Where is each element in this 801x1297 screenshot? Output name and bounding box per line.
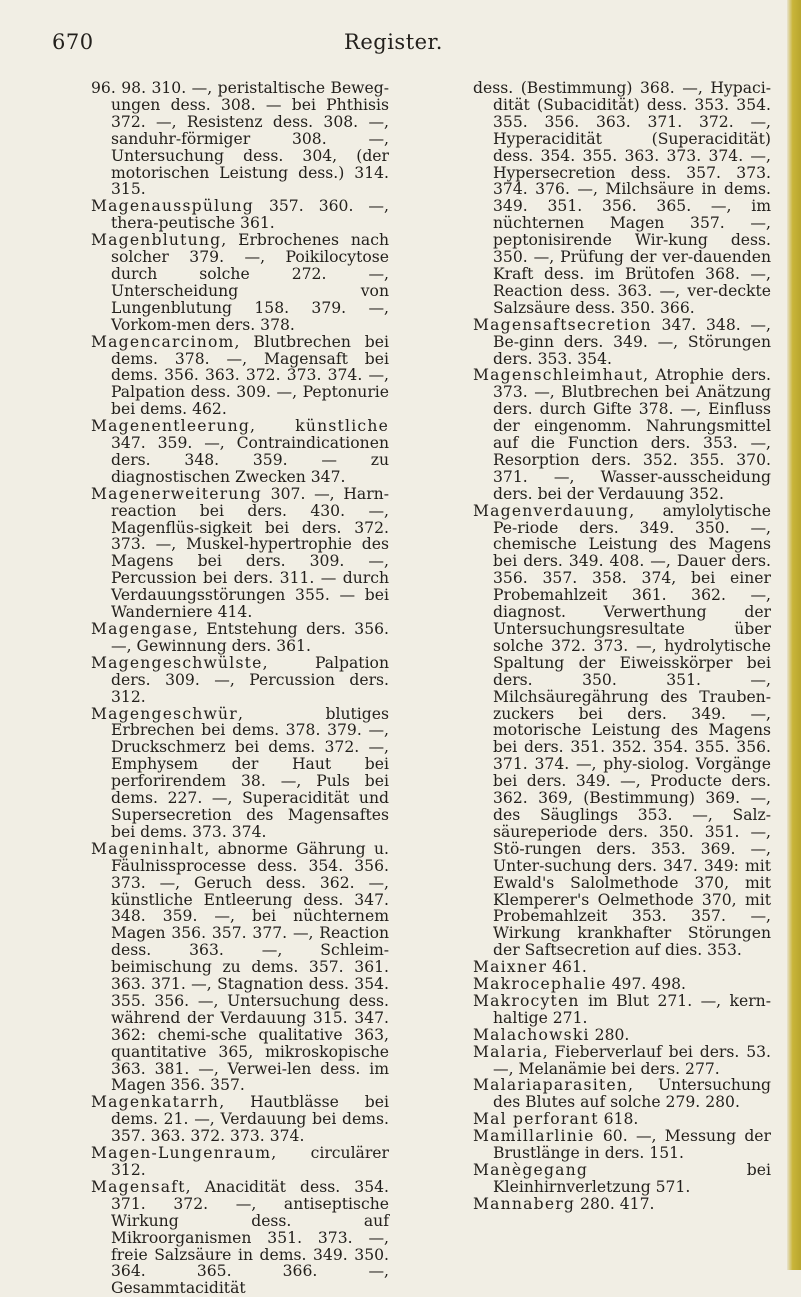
index-references: dess. (Bestimmung) 368. —, Hypaci-dität (Subacidität) dess. 353. 354. 355. 356. 363. 371. 372. —, Hyperacidität (Superacidität) dess. 354. 355. 363. 373. 374. —, Hypersecretion dess. 357. 373. 374. 376. —, Milchsäure in dems. 349. 351. 356. 365. —, im nüchternen Magen 357. —, peptonisirende Wir-kung dess. 350. —, Prüfung der ver-dauenden Kraft dess. im Brütofen 368. —, Reaction dess. 363. —, ver-deckte Salzsäure dess. 350. 366.: [473, 79, 771, 317]
index-references: 60. —, Messung der Brustlänge in ders. 151.: [493, 1127, 771, 1163]
index-entry: [473, 80, 771, 317]
index-entry: [473, 1027, 771, 1044]
index-keyword: Magenblutung: [91, 231, 222, 250]
index-keyword: Magensaft: [91, 1177, 186, 1196]
index-references: , blutiges Erbrechen bei dems. 378. 379. —, Druckschmerz bei dems. 372. —, Emphysem der Haut bei perforirendem 38. —, Puls bei dems. 227. —, Superacidität und Supersecretion des Magensaftes bei dems. 373. 374.: [111, 704, 389, 841]
running-title: Register.: [344, 30, 443, 54]
index-keyword: Magengeschwür: [91, 704, 238, 723]
index-references: , Erbrochenes nach solcher 379. —, Poikilocytose durch solche 272. —, Unterscheidung von Lungenblutung 158. 379. —, Vorkom-men ders. 378.: [111, 231, 389, 334]
index-keyword: Mannaberg: [473, 1194, 576, 1213]
index-references: 347. 348. —, Be-ginn ders. 349. —, Störungen ders. 353. 354.: [493, 315, 771, 368]
page-number: 670: [52, 30, 94, 54]
page-header: [0, 30, 787, 60]
index-keyword: Manègegang: [473, 1161, 589, 1179]
index-references: , Untersuchung des Blutes auf solche 279. 280.: [493, 1076, 771, 1112]
index-keyword: Magenerweiterung: [91, 484, 262, 503]
index-keyword: Makrocephalie: [473, 975, 607, 994]
index-references: im Blut 271. —, kern-haltige 271.: [493, 991, 771, 1027]
index-references: 280.: [589, 1025, 630, 1044]
index-keyword: Magenkatarrh: [91, 1093, 220, 1112]
index-entry: [91, 621, 389, 655]
index-references: 280. 417.: [575, 1194, 655, 1213]
index-keyword: Mal perforant: [473, 1110, 599, 1129]
page-edge: [787, 0, 801, 1270]
index-entry: [473, 1196, 771, 1213]
index-keyword: Magenschleimhaut: [473, 366, 644, 385]
index-entry: [473, 1044, 771, 1078]
index-keyword: Magenausspülung: [91, 197, 254, 216]
index-entry: [91, 418, 389, 486]
index-references: 347. 359. —, Contraindicationen ders. 348. 359. — zu diagnostischen Zwecken 347.: [111, 434, 389, 486]
index-references: 307. —, Harn-reaction bei ders. 430. —, Magenflüs-sigkeit bei ders. 372. 373. —, Muskel-hypertrophie des Magens bei ders. 309. —, Percussion bei ders. 311. — durch Verdauungsstörungen 355. — bei Wanderniere 414.: [111, 484, 389, 622]
index-entry: [91, 80, 389, 198]
index-references: 357. 360. —, thera-peutische 361.: [111, 197, 389, 233]
index-keyword: Magensaftsecretion: [473, 315, 652, 334]
index-references: , Fieberverlauf bei ders. 53. —, Melanämie bei ders. 277.: [493, 1042, 771, 1078]
index-references: , circulärer 312.: [111, 1144, 389, 1179]
index-references: , Entstehung ders. 356. —, Gewinnung ders. 361.: [111, 620, 389, 655]
index-keyword: Malariaparasiten: [473, 1076, 629, 1095]
index-entry: [473, 1077, 771, 1111]
left-index-column: [91, 80, 389, 1297]
index-keyword: Magenentleerung, künstliche: [91, 417, 389, 436]
index-entry: [91, 1145, 389, 1179]
index-keyword: Magengase: [91, 620, 193, 638]
index-keyword: Malaria: [473, 1042, 543, 1061]
index-references: , Hautblässe bei dems. 21. —, Verdauung bei dems. 357. 363. 372. 373. 374.: [111, 1093, 389, 1146]
index-entry: [91, 841, 389, 1095]
index-keyword: Magen-Lungenraum: [91, 1144, 272, 1163]
index-references: , amylolytische Pe-riode ders. 349. 350. —, chemische Leistung des Magens bei ders. 349. 408. —, Dauer ders. 356. 357. 358. 374, bei einer Probemahlzeit 361. 362. —, diagnost. Verwerthung der Untersuchungsresultate über solche 372. 373. —, hydrolytische Spaltung der Eiweisskörper bei ders. 350. 351. —, Milchsäuregährung des Trauben-zuckers bei ders. 349. —, motorische Leistung des Magens bei ders. 351. 352. 354. 355. 356. 371. 374. —, phy-siolog. Vorgänge bei ders. 349. —, Producte ders. 362. 369, (Bestimmung) 369. —, des Säuglings 353. —, Salz-säureperiode ders. 350. 351. —, Stö-rungen ders. 353. 369. —, Unter-suchung ders. 347. 349: mit Ewald's Salolmethode 370, mit Klemperer's Oelmethode 370, mit Probemahlzeit 353. 357. —, Wirkung krankhafter Störungen der Saftsecretion auf dies. 353.: [493, 501, 771, 960]
index-entry: [91, 232, 389, 333]
index-entry: [473, 317, 771, 368]
index-keyword: Malachowski: [473, 1025, 590, 1044]
index-entry: [91, 1179, 389, 1297]
index-keyword: Magencarcinom: [91, 332, 235, 351]
index-references: , Blutbrechen bei dems. 378. —, Magensaft bei dems. 356. 363. 372. 373. 374. —, Palpation dess. 309. —, Peptonurie bei dems. 462.: [111, 332, 389, 419]
index-references: 461.: [547, 958, 587, 977]
right-index-column: [473, 80, 771, 1213]
index-entry: [91, 1094, 389, 1145]
index-entry: [473, 976, 771, 993]
index-references: 497. 498.: [606, 975, 687, 994]
index-keyword: Magenverdauung: [473, 501, 630, 520]
index-entry: [91, 655, 389, 706]
index-entry: [473, 503, 771, 959]
index-entry: [473, 959, 771, 976]
index-entry: [91, 198, 389, 232]
index-references: , Atrophie ders. 373. —, Blutbrechen bei Anätzung ders. durch Gifte 378. —, Einfluss der eingenomm. Nahrungsmittel auf die Function ders. 353. —, Resorption ders. 352. 355. 370. 371. —, Wasser-ausscheidung ders. bei der Verdauung 352.: [493, 366, 771, 503]
index-keyword: Mageninhalt: [91, 839, 205, 858]
index-entry: [473, 1128, 771, 1162]
index-references: bei Kleinhirnverletzung 571.: [493, 1161, 771, 1196]
index-entry: [91, 486, 389, 621]
index-references: , Palpation ders. 309. —, Percussion ders. 312.: [111, 653, 389, 706]
index-references: , Anacidität dess. 354. 371. 372. —, antiseptische Wirkung dess. auf Mikroorganismen 351. 373. —, freie Salzsäure in dems. 349. 350. 364. 365. 366. —, Gesammtacidität: [111, 1177, 389, 1297]
index-entry: [473, 1111, 771, 1128]
index-entry: [473, 1162, 771, 1196]
index-keyword: Maixner: [473, 958, 548, 977]
index-entry: [91, 706, 389, 841]
index-entry: [473, 367, 771, 502]
index-keyword: Makrocyten: [473, 991, 580, 1010]
index-references: , abnorme Gährung u. Fäulnissprocesse dess. 354. 356. 373. —, Geruch dess. 362. —, künstliche Entleerung dess. 347. 348. 359. —, bei nüchternem Magen 356. 357. 377. —, Reaction dess. 363. —, Schleim-beimischung zu dems. 357. 361. 363. 371. —, Stagnation dess. 354. 355. 356. —, Untersuchung dess. während der Verdauung 315. 347. 362: chemi-sche qualitative 363, quantitative 365, mikroskopische 363. 381. —, Verwei-len dess. im Magen 356. 357.: [111, 839, 389, 1095]
index-entry: [91, 334, 389, 419]
index-references: 618.: [598, 1110, 639, 1129]
index-keyword: Mamillarlinie: [473, 1127, 595, 1146]
index-keyword: Magengeschwülste: [91, 653, 263, 672]
index-entry: [473, 993, 771, 1027]
index-references: 96. 98. 310. —, peristaltische Beweg-ungen dess. 308. — bei Phthisis 372. —, Resistenz dess. 308. —, sanduhr-förmiger 308. —, Untersuchung dess. 304, (der motorischen Leistung dess.) 314. 315.: [91, 79, 389, 199]
